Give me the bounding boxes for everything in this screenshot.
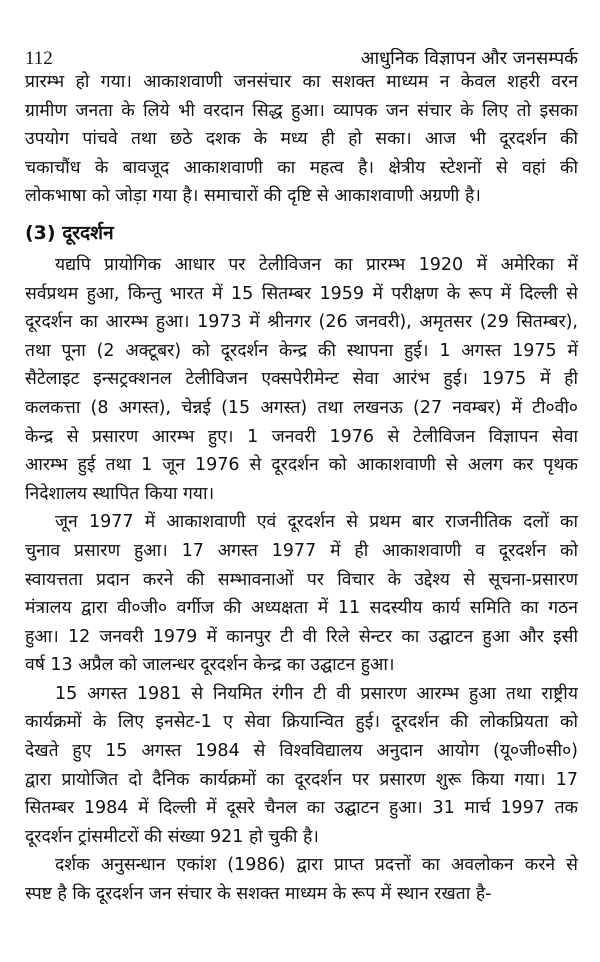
text-line: हुआ। 12 जनवरी 1979 में कानपुर टी वी रिले सेन्टर का उद्घाटन हुआ और इसी [25, 626, 578, 647]
text-line: कलकत्ता (8 अगस्त), चेन्नई (15 अगस्त) तथा लखनऊ (27 नवम्बर) में टी०वी० [25, 397, 578, 418]
text-line: यद्यपि प्रायोगिक आधार पर टेलीविजन का प्रारम्भ 1920 में अमेरिका में [55, 254, 578, 275]
text-line: चकाचौंध के बावजूद आकाशवाणी का महत्व है। क्षेत्रीय स्टेशनों से वहां की [25, 157, 578, 178]
running-title: आधुनिक विज्ञापन और जनसम्पर्क [360, 48, 578, 69]
text-line: दर्शक अनुसन्धान एकांश (1986) द्वारा प्राप्त प्रदत्तों का अवलोकन करने से [55, 855, 578, 876]
text-line: मंत्रालय द्वारा वी०जी० वर्गीज की अध्यक्षता में 11 सदस्यीय कार्य समिति का गठन [25, 598, 578, 619]
paragraph [25, 68, 578, 211]
text-line: देखते हुए 15 अगस्त 1984 से विश्वविद्यालय अनुदान आयोग (यू०जी०सी०) [25, 741, 578, 762]
text-line: वर्ष 13 अप्रैल को जालन्धर दूरदर्शन केन्द्र का उद्घाटन हुआ। [25, 655, 395, 676]
section-paragraphs [25, 251, 578, 909]
text-line: आरम्भ हुई तथा 1 जून 1976 से दूरदर्शन को आकाशवाणी से अलग कर पृथक [25, 455, 578, 476]
text-line: तथा पूना (2 अक्टूबर) को दूरदर्शन केन्द्र की स्थापना हुई। 1 अगस्त 1975 में [25, 340, 578, 361]
paragraph [25, 508, 578, 680]
text-line: स्वायत्तता प्रदान करने की सम्भावनाओं पर विचार के उद्देश्य से सूचना-प्रसारण [25, 569, 578, 590]
text-line: निदेशालय स्थापित किया गया। [25, 483, 215, 504]
text-line: प्रारम्भ हो गया। आकाशवाणी जनसंचार का सशक्त माध्यम न केवल शहरी वरन [25, 72, 578, 92]
text-line: उपयोग पांचवे तथा छठे दशक के मध्य ही हो सका। आज भी दूरदर्शन की [25, 129, 578, 150]
text-line: दूरदर्शन का आरम्भ हुआ। 1973 में श्रीनगर (26 जनवरी), अमृतसर (29 सितम्बर), [25, 312, 578, 333]
text-line: सैटेलाइट इन्सट्रक्शनल टेलीविजन एक्सपेरीमेन्ट सेवा आरंभ हुई। 1975 में ही [25, 369, 578, 390]
running-header [25, 44, 578, 70]
section-heading: (3) दूरदर्शन [25, 221, 114, 244]
paragraph [25, 851, 578, 908]
text-line: चुनाव प्रसारण हुआ। 17 अगस्त 1977 में ही आकाशवाणी व दूरदर्शन को [25, 540, 578, 561]
text-line: 15 अगस्त 1981 से नियमित रंगीन टी वी प्रसारण आरम्भ हुआ तथा राष्ट्रीय [55, 683, 578, 704]
page-number: 112 [25, 48, 53, 69]
text-line: द्वारा प्रायोजित दो दैनिक कार्यक्रमों का दूरदर्शन पर प्रसारण शुरू किया गया। 17 [25, 769, 578, 790]
text-line: सितम्बर 1984 में दिल्ली में दूसरे चैनल का उद्घाटन हुआ। 31 मार्च 1997 तक [25, 798, 578, 819]
paragraph [25, 251, 578, 508]
text-line: कार्यक्रमों के लिए इनसेट-1 ए सेवा क्रियान्वित हुई। दूरदर्शन की लोकप्रियता को [25, 712, 578, 733]
text-line: ग्रामीण जनता के लिये भी वरदान सिद्ध हुआ। व्यापक जन संचार के लिए तो इसका [25, 100, 578, 121]
paragraph [25, 680, 578, 852]
page-body [25, 68, 578, 909]
text-line: जून 1977 में आकाशवाणी एवं दूरदर्शन से प्रथम बार राजनीतिक दलों का [55, 512, 578, 533]
text-line: सर्वप्रथम हुआ, किन्तु भारत में 15 सितम्बर 1959 में परीक्षण के रूप में दिल्ली से [25, 283, 578, 304]
text-line: दूरदर्शन ट्रांसमीटरों की संख्या 921 हो चुकी है। [25, 826, 319, 847]
text-line: लोकभाषा को जोड़ा गया है। समाचारों की दृष्टि से आकाशवाणी अग्रणी है। [25, 186, 481, 207]
text-line: केन्द्र से प्रसारण आरम्भ हुए। 1 जनवरी 1976 से टेलीविजन विज्ञापन सेवा [25, 426, 578, 447]
text-line: स्पष्ट है कि दूरदर्शन जन संचार के सशक्त माध्यम के रूप में स्थान रखता है- [25, 884, 492, 905]
